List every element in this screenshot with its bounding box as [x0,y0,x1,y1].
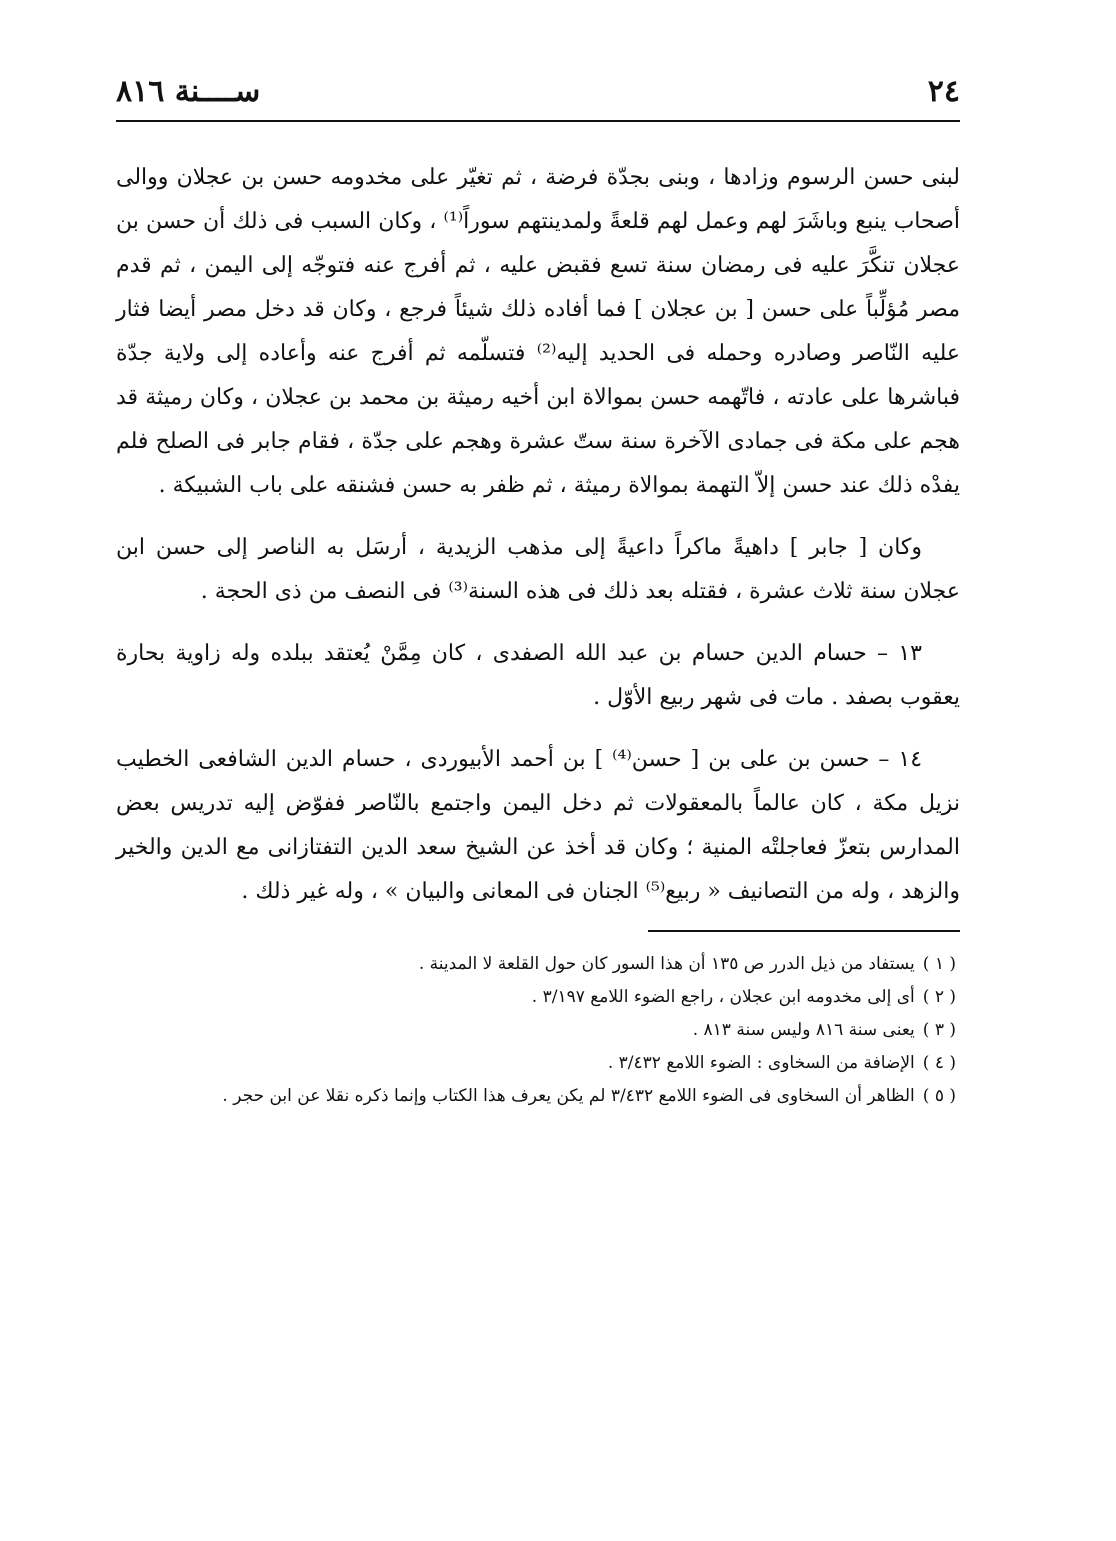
footnote-4 [116,1047,960,1080]
paragraph-jabir-death: وكان [ جابر ] داهيةً ماكراً داعيةً إلى مذهب الزيدية ، أرسَل به الناصر إلى حسن ابن عجلان سنة ثلاث عشرة ، فقتله بعد ذلك فى هذه السنة⁽³⁾ فى النصف من ذى الحجة . [116,535,960,604]
footnote-text: أى إلى مخدومه ابن عجلان ، راجع الضوء اللامع ٣/١٩٧ . [531,987,915,1007]
footnote-mark: ( ٤ ) [922,1053,956,1073]
book-page [116,72,960,1113]
footnote-divider [648,930,960,932]
footnote-2 [116,981,960,1014]
footnote-mark: ( ٢ ) [922,987,956,1007]
footnote-mark: ( ١ ) [922,954,956,974]
footnote-5 [116,1080,960,1113]
footnote-text: الظاهر أن السخاوى فى الضوء اللامع ٣/٤٣٢ لم يكن يعرف هذا الكتاب وإنما ذكره نقلا عن ابن حجر . [222,1086,915,1106]
page-number: ٢٤ [927,74,960,109]
footnote-mark: ( ٥ ) [922,1086,956,1106]
footnote-3 [116,1014,960,1047]
paragraph-entry-13: ١٣ – حسام الدين حسام بن عبد الله الصفدى ، كان مِمَّنْ يُعتقد ببلده وله زاوية بحارة يعقوب بصفد . مات فى شهر ربيع الأوّل . [116,641,960,710]
footnote-text: يستفاد من ذيل الدرر ص ١٣٥ أن هذا السور كان حول القلعة لا المدينة . [418,954,915,974]
body-text [116,156,960,914]
page-header [116,72,960,122]
footnote-1 [116,948,960,981]
footnote-mark: ( ٣ ) [922,1020,956,1040]
paragraph-jabir-biography: لبنى حسن الرسوم وزادها ، وبنى بجدّة فرضة ، ثم تغيّر على مخدومه حسن بن عجلان ووالى أصحاب ينبع وباشَرَ لهم وعمل لهم قلعةً ولمدينتهم سوراً⁽¹⁾ ، وكان السبب فى ذلك أن حسن بن عجلان تنكَّرَ عليه فى رمضان سنة تسع فقبض عليه ، ثم أفرج عنه فتوجّه إلى اليمن ، ثم قدم مصر مُؤلِّباً على حسن [ بن عجلان ] فما أفاده ذلك شيئاً فرجع ، وكان قد دخل مصر أيضا فثار عليه النّاصر وصادره وحمله فى الحديد إليه⁽²⁾ فتسلّمه ثم أفرج عنه وأعاده إلى ولاية جدّة فباشرها على عادته ، فاتّهمه حسن بموالاة ابن أخيه رميثة بن محمد بن عجلان ، وكان رميثة قد هجم على مكة فى جمادى الآخرة سنة ستّ عشرة وهجم على جدّة ، فقام جابر فى الصلح فلم يفدْه ذلك عند حسن إلاّ التهمة بموالاة رميثة ، ثم ظفر به حسن فشنقه على باب الشبيكة . [116,165,961,498]
footnote-text: يعنى سنة ٨١٦ وليس سنة ٨١٣ . [692,1020,915,1040]
footnote-text: الإضافة من السخاوى : الضوء اللامع ٣/٤٣٢ . [607,1053,915,1073]
running-head: ســــنة ٨١٦ [116,74,261,109]
paragraph-entry-14: ١٤ – حسن بن على بن [ حسن⁽⁴⁾ ] بن أحمد الأبيوردى ، حسام الدين الشافعى الخطيب نزيل مكة ، كان عالماً بالمعقولات ثم دخل اليمن واجتمع بالنّاصر ففوّض إليه تدريس بعض المدارس بتعزّ فعاجلتْه المنية ؛ وكان قد أخذ عن الشيخ سعد الدين التفتازانى مع الدين والخير والزهد ، وله من التصانيف « ربيع⁽⁵⁾ الجنان فى المعانى والبيان » ، وله غير ذلك . [116,747,960,904]
footnotes [116,948,960,1113]
